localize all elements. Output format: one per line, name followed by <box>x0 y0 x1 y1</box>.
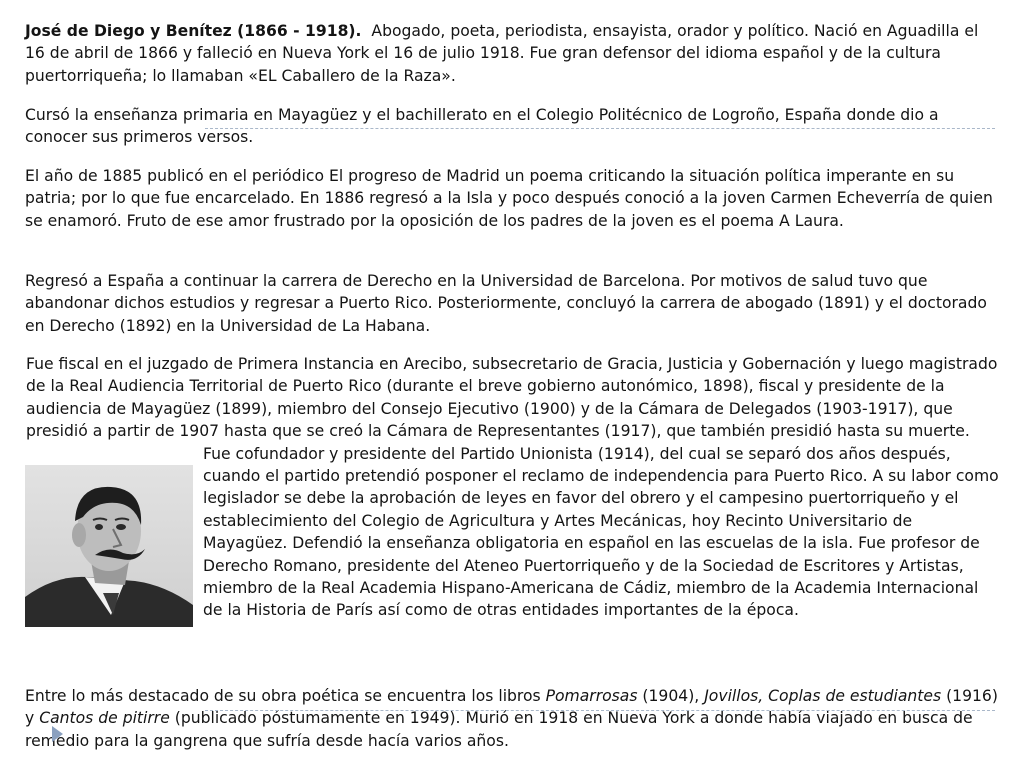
book-pomarrosas: Pomarrosas <box>545 687 638 705</box>
book-jovillos: Jovillos, Coplas de estudiantes <box>704 687 942 705</box>
paragraph-law-studies: Regresó a España a continuar la carrera de Derecho en la Universidad de Barcelona. Por motivos de salud tuvo que abandonar dichos estudios y regresar a Puerto Rico. Posteriormente, concluyó la carrera de abogado (1891) y el doctorado en Derecho (1892) en la Universidad de La Habana. <box>25 272 987 335</box>
portrait-photo <box>25 465 203 643</box>
title-name-dates: José de Diego y Benítez (1866 - 1918). <box>25 22 362 40</box>
intro-text: Abogado, poeta, periodista, ensayista, orador y político. Nació en Aguadilla el 16 de abril de 1866 y falleció en Nueva York el 16 de julio 1918. Fue gran defensor del idioma español y de la cultura puertorriqueña; lo llamaban «EL Caballero de la Raza». <box>25 22 979 85</box>
divider-dashed-top <box>205 128 995 129</box>
portrait-icon <box>25 465 193 627</box>
works-text-g: (publicado póstumamente en 1949). Murió en 1918 en Nueva York a donde había viajado en busca de remedio para la gangrena que sufría desde hacía varios años. <box>25 709 973 750</box>
paragraph-1885: El año de 1885 publicó en el periódico El progreso de Madrid un poema criticando la situación política imperante en su patria; por lo que fue encarcelado. En 1886 regresó a la Isla y poco después conoció a la joven Carmen Echeverría de quien se enamoró. Fruto de ese amor frustrado por la oposición de los padres de la joven es el poema A Laura. <box>25 167 993 230</box>
paragraph-intro <box>25 20 1000 87</box>
paragraph-works <box>25 685 1000 752</box>
paragraph-education: Cursó la enseñanza primaria en Mayagüez y el bachillerato en el Colegio Politécnico de Logroño, España donde dio a conocer sus primeros versos. <box>25 106 939 147</box>
works-text-e: (1916) y <box>25 687 998 728</box>
book-cantos: Cantos de pitirre <box>39 709 170 728</box>
career-flow <box>25 353 1000 643</box>
works-text-c: (1904), <box>637 687 705 705</box>
career-text: Fue fiscal en el juzgado de Primera Instancia en Arecibo, subsecretario de Gracia, Justicia y Gobernación y luego magistrado de la Real Audiencia Territorial de Puerto Rico (durante el breve gobierno autonómico, 1898), fiscal y presidente de la audiencia de Mayagüez (1899), miembro del Consejo Ejecutivo (1900) y de la Cámara de Delegados (1903-1917), que presidió a partir de 1907 hasta que se creó la Cámara de Representantes (1917), que también presidió hasta su muerte. Fue cofundador y presidente del Partido Unionista (1914), del cual se separó dos años después, cuando el partido pretendió posponer el reclamo de independencia para Puerto Rico. A su labor como legislador se debe la aprobación de leyes en favor del obrero y el campesino puertorriqueño y el establecimiento del Colegio de Agricultura y Artes Mecánicas, hoy Recinto Universitario de Mayagüez. Defendió la enseñanza obligatoria en español en las escuelas de la isla. Fue profesor de Derecho Romano, presidente del Ateneo Puertorriqueño y de la Sociedad de Escritores y Artistas, miembro de la Real Academia Hispano-Americana de Cádiz, miembro de la Academia Internacional de la Historia de París así como de otras entidades importantes de la época. <box>26 355 999 620</box>
works-text-a: Entre lo más destacado de su obra poética se encuentra los libros <box>25 687 546 705</box>
divider-dashed-bottom <box>205 710 995 711</box>
play-arrow-icon[interactable] <box>52 726 63 742</box>
